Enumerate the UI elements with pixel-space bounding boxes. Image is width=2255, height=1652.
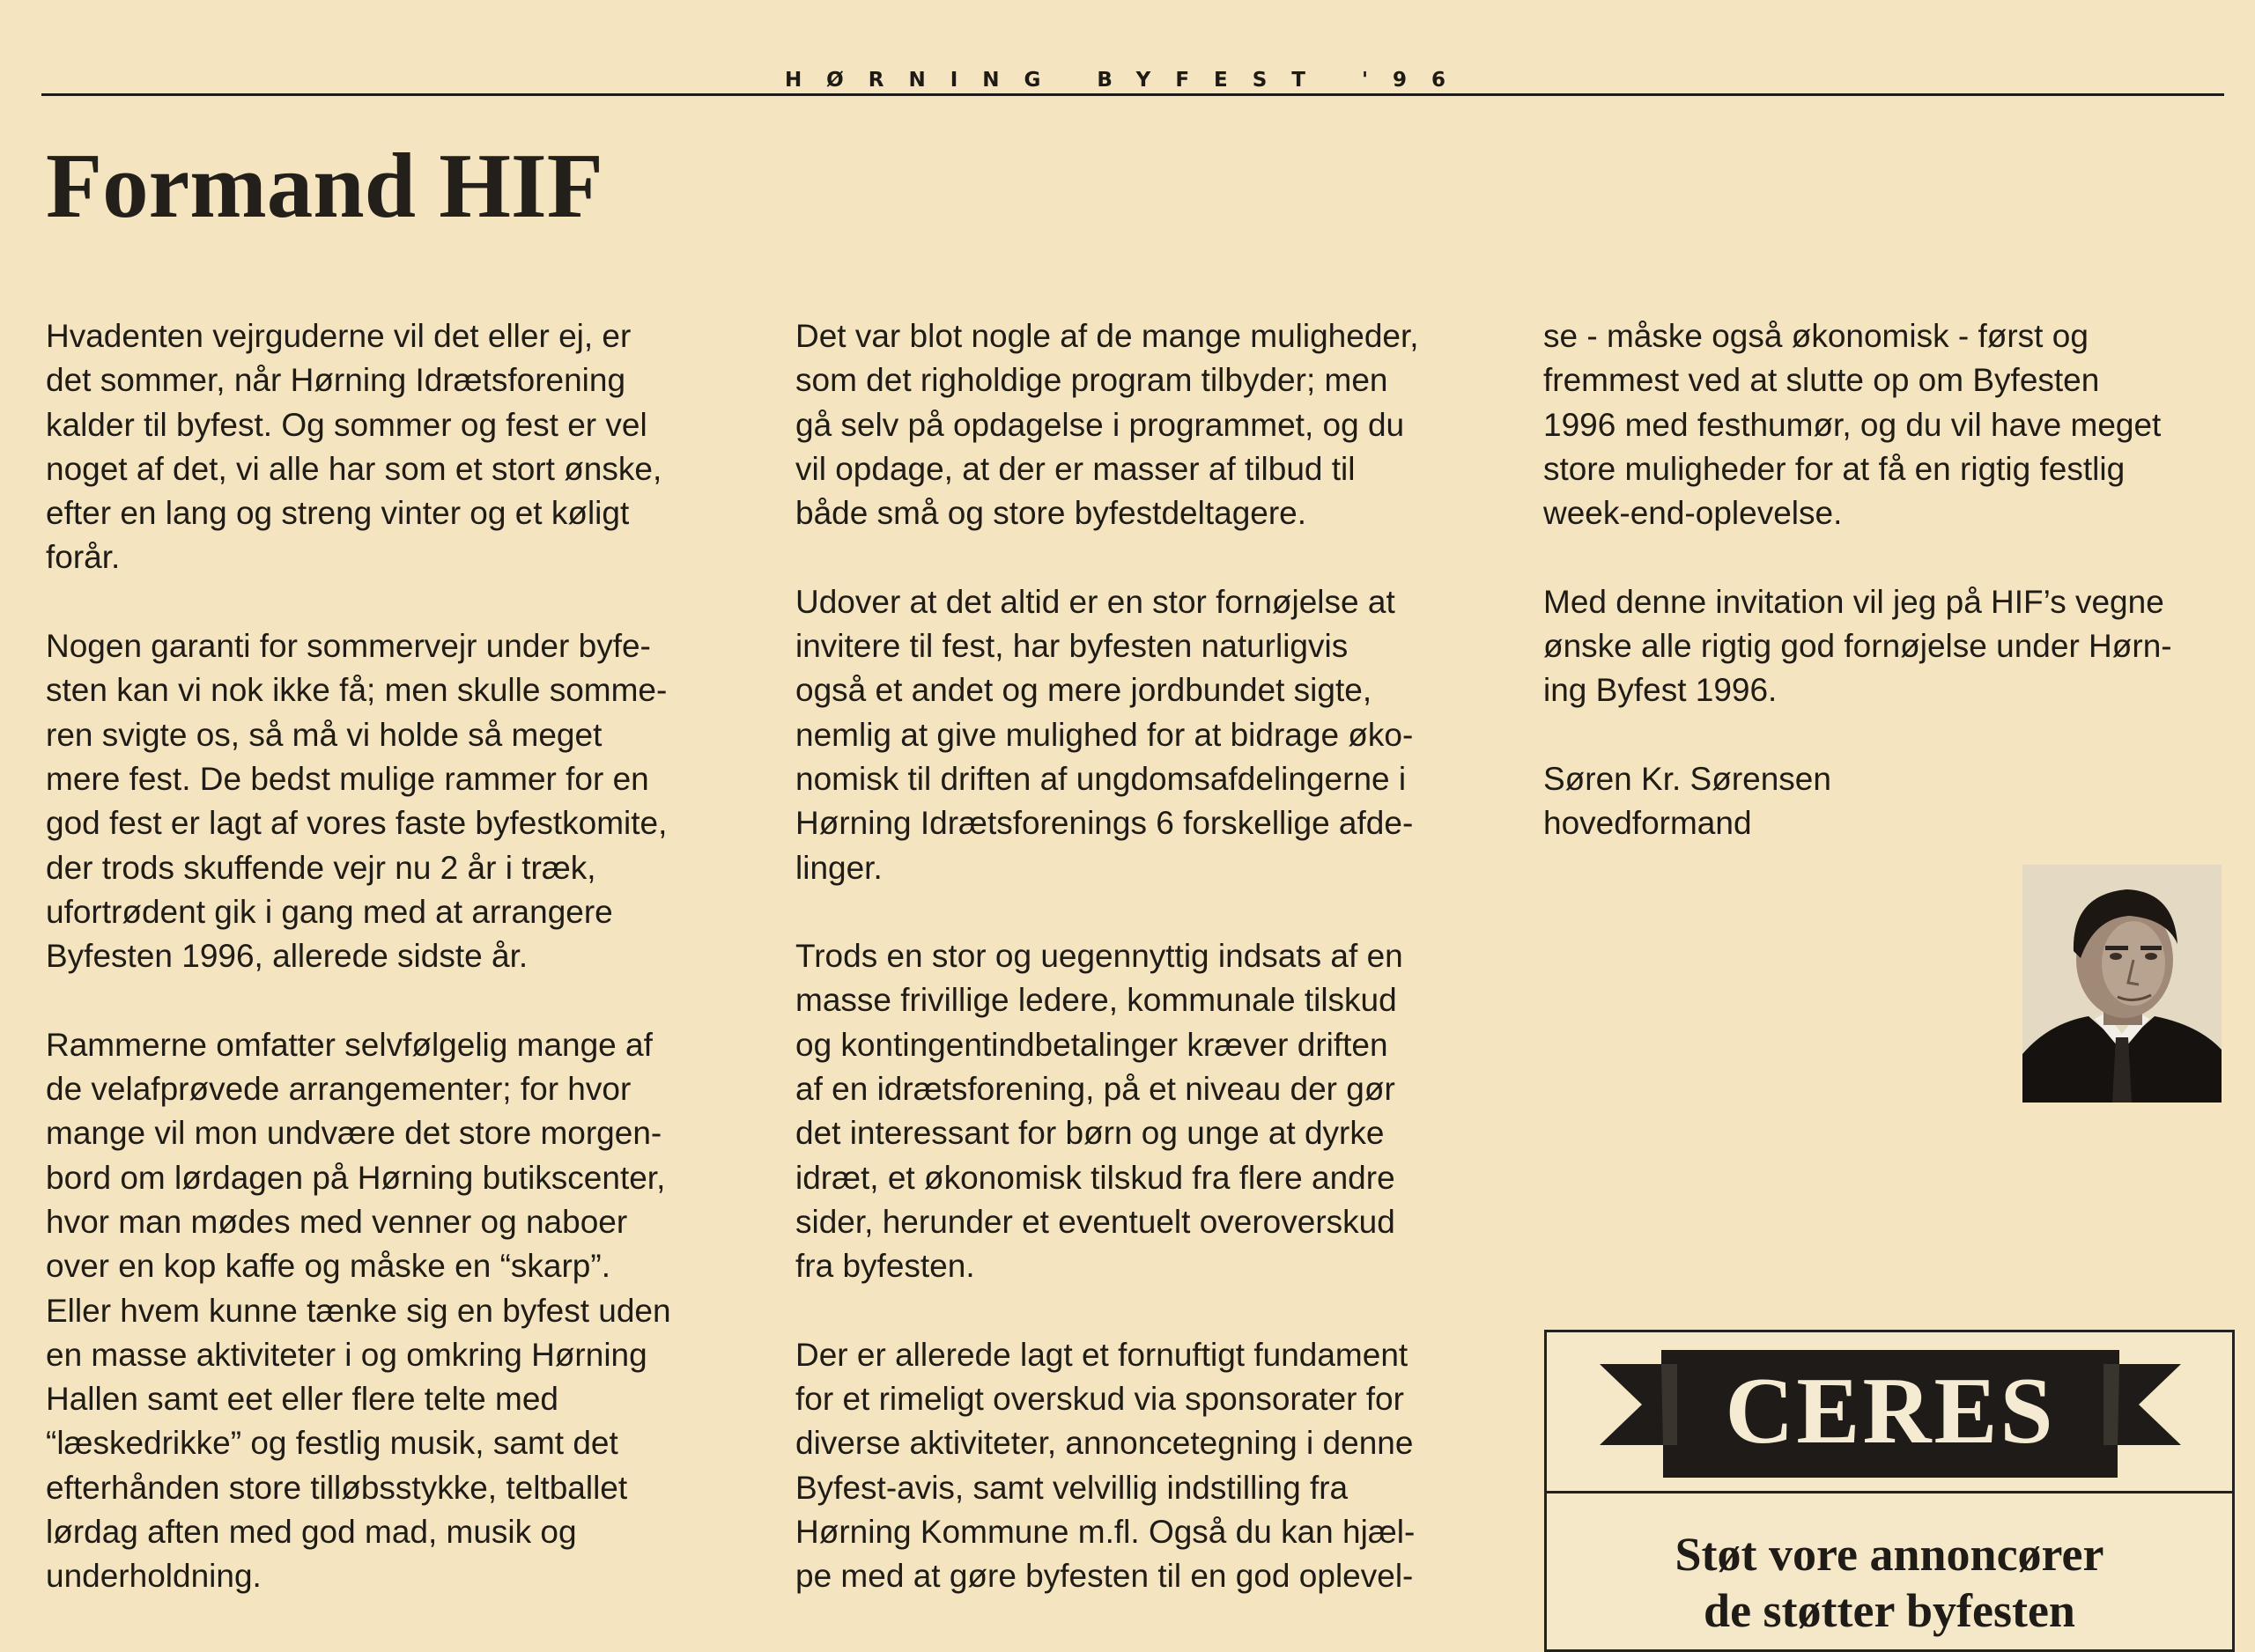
running-head: HØRNING BYFEST '96 bbox=[784, 69, 1471, 92]
advert-divider bbox=[1547, 1491, 2232, 1493]
reverse-page-bleed bbox=[1744, 141, 1766, 242]
article-title: Formand HIF bbox=[46, 134, 603, 237]
advert-slogan bbox=[1547, 1526, 2232, 1639]
advert-slogan-line-2: de støtter byfesten bbox=[1704, 1584, 2075, 1637]
ceres-brand-text: CERES bbox=[1725, 1359, 2056, 1464]
paragraph: Udover at det altid er en stor fornøjelse at invitere til fest, har byfesten naturligvis også et andet og mere jordbundet sigte, nemlig at give mulighed for at bidrage øko- nomisk til driften af ungdomsafdelingerne i Hørning Idrætsforenings 6 forskellige afde- linger. bbox=[795, 583, 1414, 886]
article-column-2 bbox=[795, 314, 1527, 1643]
paragraph: Der er allerede lagt et fornuftigt fundament for et rimeligt overskud via sponsorater for diverse aktiviteter, annoncetegning i denne Byfest-avis, samt velvillig indstilling fra Hørning Kommune m.fl. Også du kan hjæl- pe med at gøre byfesten til en god oplevel- bbox=[795, 1336, 1416, 1595]
chairman-portrait-photo bbox=[2022, 865, 2222, 1103]
paragraph: Det var blot nogle af de mange muligheder, som det righoldige program tilbyder; men gå selv på opdagelse i programmet, og du vil opdage, at der er masser af tilbud til både små og store byfestdeltagere. bbox=[795, 318, 1419, 532]
signature-role: hovedformand bbox=[1543, 805, 1752, 842]
paragraph: Trods en stor og uegennyttig indsats af en masse frivillige ledere, kommunale tilskud og kontingentindbetalinger kræver driften af en idrætsforening, på et niveau der gør det interessant for børn og unge at dyrke idræt, et økonomisk tilskud fra flere andre sider, herunder et eventuelt overoverskud fra byfesten. bbox=[795, 938, 1403, 1285]
article-column-3 bbox=[1543, 314, 2255, 890]
signature-block bbox=[1543, 757, 2255, 846]
paragraph: Rammerne omfatter selvfølgelig mange af de velafprøvede arrangementer; for hvor mange vil mon undvære det store morgen- bord om lørdagen på Hørning butikscenter, hvor man mødes med venner og naboer over en kop kaffe og måske en “skarp”. Eller hvem kunne tænke sig en byfest uden en masse aktiviteter i og omkring Hørning Hallen samt eet eller flere telte med “læskedrikke” og festlig musik, samt det efterhånden store tilløbsstykke, teltballet lørdag aften med god mad, musik og underholdning. bbox=[46, 1026, 671, 1595]
portrait-illustration bbox=[2022, 865, 2222, 1103]
header-rule bbox=[41, 93, 2224, 96]
ceres-logo-banner bbox=[1600, 1350, 2181, 1478]
article-column-1 bbox=[46, 314, 777, 1643]
signature-name: Søren Kr. Sørensen bbox=[1543, 760, 1831, 797]
paragraph: Hvadenten vejrguderne vil det eller ej, er det sommer, når Hørning Idrætsforening kalder til byfest. Og sommer og fest er vel noget af det, vi alle har som et stort ønske, efter en lang og streng vinter og et køligt forår. bbox=[46, 318, 662, 576]
ceres-advert bbox=[1544, 1330, 2235, 1652]
paragraph: Med denne invitation vil jeg på HIF’s vegne ønske alle rigtig god fornøjelse under Hørn- ing Byfest 1996. bbox=[1543, 583, 2172, 709]
paragraph: se - måske også økonomisk - først og fremmest ved at slutte op om Byfesten 1996 med festhumør, og du vil have meget store muligheder for at få en rigtig festlig week-end-oplevelse. bbox=[1543, 318, 2162, 532]
paragraph: Nogen garanti for sommervejr under byfe- sten kan vi nok ikke få; men skulle somme- ren svigte os, så må vi holde så meget mere fest. De bedst mulige rammer for en god fest er lagt af vores faste byfestkomite, der trods skuffende vejr nu 2 år i træk, ufortrødent gik i gang med at arrangere Byfesten 1996, allerede sidste år. bbox=[46, 628, 668, 975]
advert-slogan-line-1: Støt vore annoncører bbox=[1675, 1528, 2104, 1581]
